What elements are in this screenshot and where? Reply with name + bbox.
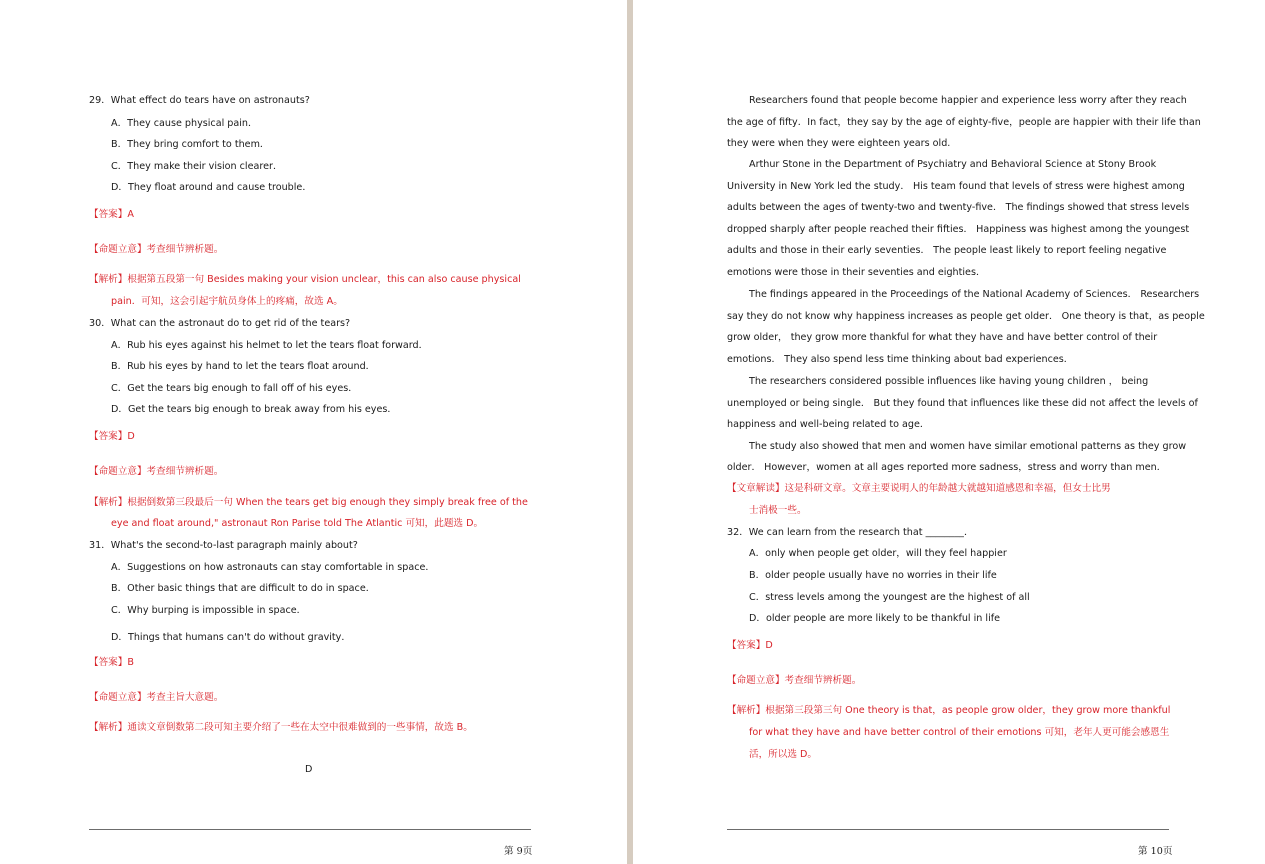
section-letter: D: [305, 764, 313, 775]
footer-rule: [727, 829, 1169, 830]
passage-line: grow older， they grow more thankful for what they have and have better control of their: [727, 332, 1158, 343]
question-32-analysis-line-1: 【解析】根据第三段第三句 One theory is that，as people grow older，they grow more thankful: [727, 705, 1171, 716]
page-number: 第 10页: [1138, 846, 1173, 857]
page-9: [0, 0, 627, 864]
passage-line: The findings appeared in the Proceedings of the National Academy of Sciences． Researchers: [749, 289, 1200, 300]
question-31-option-a: A．Suggestions on how astronauts can stay comfortable in space．: [111, 562, 435, 573]
question-31-intent: 【命题立意】考查主旨大意题。: [89, 692, 224, 703]
question-29-option-c: C．They make their vision clearer．: [111, 161, 283, 172]
question-29-analysis-line-2: pain．可知，这会引起宇航员身体上的疼痛，故选 A。: [111, 296, 343, 307]
question-30-option-c: C．Get the tears big enough to fall off of his eyes．: [111, 383, 358, 394]
passage-line: The researchers considered possible influences like having young children ， being: [749, 376, 1149, 387]
passage-line: University in New York led the study． His team found that levels of stress were highest among: [727, 181, 1185, 192]
passage-line: Researchers found that people become happier and experience less worry after they reach: [749, 95, 1187, 106]
passage-line: they were when they were eighteen years old.: [727, 138, 951, 149]
question-32-answer: 【答案】D: [727, 640, 773, 651]
question-29-intent: 【命题立意】考查细节辨析题。: [89, 244, 224, 255]
question-32-option-b: B．older people usually have no worries in their life: [749, 570, 997, 581]
page-number: 第 9页: [504, 846, 533, 857]
question-29-answer: 【答案】A: [89, 209, 134, 220]
question-31-option-c: C．Why burping is impossible in space．: [111, 605, 307, 616]
question-30-stem: 30．What can the astronaut do to get rid of the tears?: [89, 318, 351, 329]
page-10: [633, 0, 1265, 864]
question-30-option-b: B．Rub his eyes by hand to let the tears float around．: [111, 361, 376, 372]
question-30-answer: 【答案】D: [89, 431, 135, 442]
passage-line: older． However，women at all ages reported more sadness，stress and worry than men．: [727, 462, 1167, 473]
passage-line: say they do not know why happiness increases as people get older． One theory is that，as people: [727, 311, 1205, 322]
question-31-option-d: D．Things that humans can't do without gravity．: [111, 632, 351, 643]
question-30-intent: 【命题立意】考查细节辨析题。: [89, 466, 224, 477]
question-31-answer: 【答案】B: [89, 657, 134, 668]
question-30-analysis-line-2: eye and float around," astronaut Ron Parise told The Atlantic 可知，此题选 D。: [111, 518, 484, 529]
question-29-stem: 29．What effect do tears have on astronauts?: [89, 95, 310, 106]
passage-line: emotions． They also spend less time thinking about bad experiences．: [727, 354, 1074, 365]
question-31-stem: 31．What's the second-to-last paragraph mainly about?: [89, 540, 358, 551]
passage-line: adults between the ages of twenty-two and twenty-five． The findings showed that stress levels: [727, 202, 1190, 213]
question-30-option-d: D．Get the tears big enough to break away from his eyes．: [111, 404, 397, 415]
question-32-option-c: C．stress levels among the youngest are the highest of all: [749, 592, 1030, 603]
question-31-option-b: B．Other basic things that are difficult to do in space．: [111, 583, 376, 594]
question-32-intent: 【命题立意】考查细节辨析题。: [727, 675, 862, 686]
reading-note-line-1: 【文章解读】这是科研文章。文章主要说明人的年龄越大就越知道感恩和幸福，但女士比男: [727, 483, 1111, 494]
question-30-analysis-line-1: 【解析】根据倒数第三段最后一句 When the tears get big enough they simply break free of the: [89, 497, 528, 508]
question-30-option-a: A．Rub his eyes against his helmet to let the tears float forward．: [111, 340, 429, 351]
question-32-analysis-line-2: for what they have and have better control of their emotions 可知，老年人更可能会感恩生: [749, 727, 1170, 738]
passage-line: unemployed or being single． But they found that influences like these did not affect the levels of: [727, 398, 1198, 409]
passage-line: happiness and well-being related to age．: [727, 419, 930, 430]
question-31-analysis: 【解析】通读文章倒数第二段可知主要介绍了一些在太空中很难做到的一些事情，故选 B。: [89, 722, 473, 733]
passage-line: adults and those in their early seventies． The people least likely to report feeling negative: [727, 245, 1167, 256]
question-29-analysis-line-1: 【解析】根据第五段第一句 Besides making your vision unclear，this can also cause physical: [89, 274, 521, 285]
passage-line: Arthur Stone in the Department of Psychiatry and Behavioral Science at Stony Brook: [749, 159, 1157, 170]
question-29-option-d: D．They float around and cause trouble．: [111, 182, 312, 193]
passage-line: dropped sharply after people reached their fifties． Happiness was highest among the youngest: [727, 224, 1190, 235]
question-29-option-b: B．They bring comfort to them．: [111, 139, 270, 150]
reading-note-line-2: 士消极一些。: [749, 505, 807, 516]
passage-line: the age of fifty．In fact，they say by the age of eighty-five，people are happier with their life than: [727, 117, 1201, 128]
question-32-stem: 32．We can learn from the research that ________．: [727, 527, 974, 538]
question-32-option-d: D．older people are more likely to be thankful in life: [749, 613, 1001, 624]
question-32-option-a: A．only when people get older，will they feel happier: [749, 548, 1007, 559]
passage-line: emotions were those in their seventies and eighties．: [727, 267, 986, 278]
question-32-analysis-line-3: 活，所以选 D。: [749, 749, 817, 760]
question-29-option-a: A．They cause physical pain．: [111, 118, 258, 129]
passage-line: The study also showed that men and women have similar emotional patterns as they grow: [749, 441, 1187, 452]
footer-rule: [89, 829, 531, 830]
